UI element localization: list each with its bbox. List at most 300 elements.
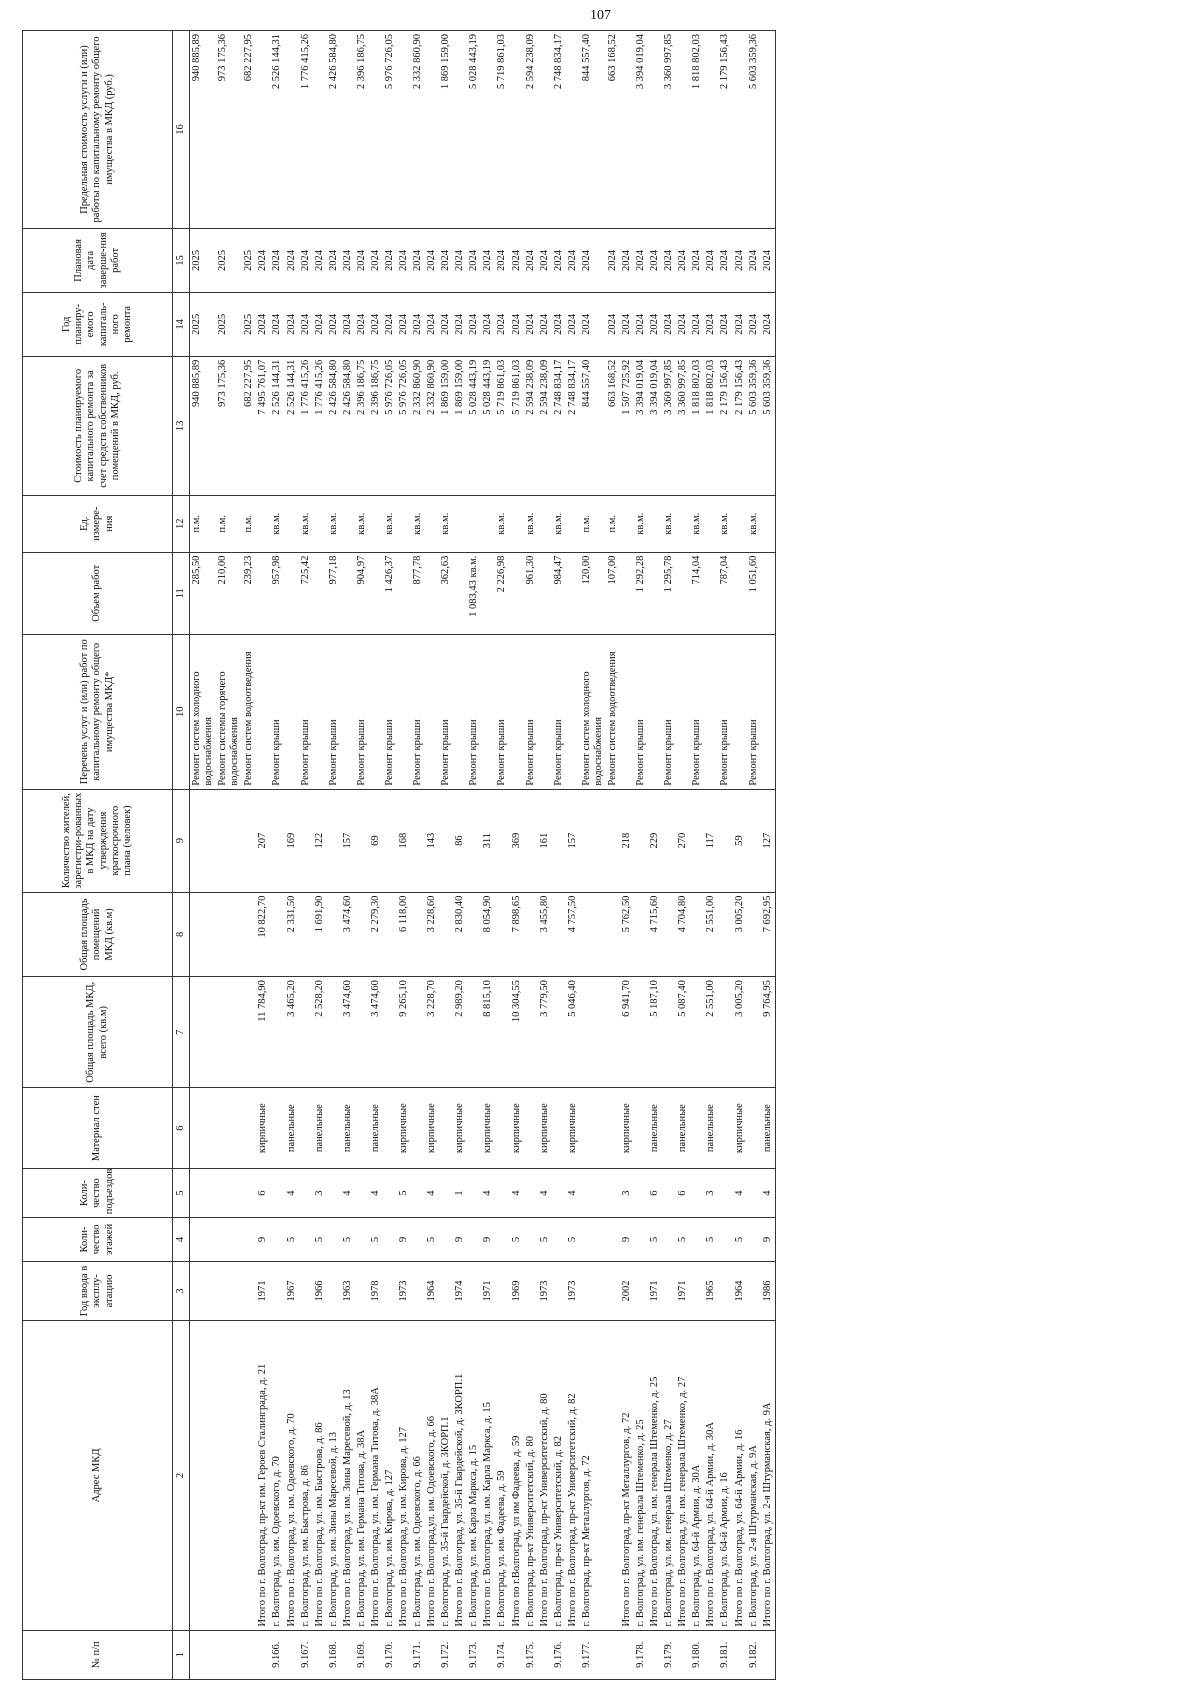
- cost-cell: 1 776 415,26: [313, 356, 327, 495]
- total-area-cell: 11 784,90: [256, 977, 270, 1088]
- unit-cell: [313, 495, 327, 552]
- premises-area-cell: 8 054,90: [481, 892, 495, 977]
- completion-year-cell: 2024: [467, 228, 481, 292]
- address-cell: [242, 1321, 256, 1630]
- floors-cell: [634, 1218, 648, 1261]
- floors-cell: 5: [341, 1218, 355, 1261]
- cost-cell: 2 396 186,75: [369, 356, 383, 495]
- floors-cell: 5: [425, 1218, 439, 1261]
- entrances-cell: 6: [648, 1168, 662, 1217]
- table-row: [313, 31, 327, 1680]
- table-row: [704, 31, 718, 1680]
- row-number-cell: [510, 1630, 524, 1679]
- floors-cell: [690, 1218, 704, 1261]
- wall-material-cell: панельные: [341, 1088, 355, 1168]
- residents-cell: [747, 789, 761, 892]
- total-area-cell: 2 989,20: [453, 977, 467, 1088]
- floors-cell: 9: [453, 1218, 467, 1261]
- work-type-cell: Ремонт крыши: [383, 635, 397, 790]
- total-area-cell: [299, 977, 313, 1088]
- wall-material-cell: [467, 1088, 481, 1168]
- table-row: [676, 31, 690, 1680]
- premises-area-cell: 3 474,60: [341, 892, 355, 977]
- header-cell: Плановая дата заверше-ния работ: [23, 228, 173, 292]
- max-cost-cell: 5 028 443,19: [467, 31, 481, 229]
- cost-cell: 844 557,40: [580, 356, 606, 495]
- address-cell: [606, 1321, 620, 1630]
- row-number-cell: [341, 1630, 355, 1679]
- entrances-cell: [580, 1168, 606, 1217]
- row-number-cell: 9.174.: [495, 1630, 509, 1679]
- residents-cell: [467, 789, 481, 892]
- total-area-cell: 5 087,40: [676, 977, 690, 1088]
- total-area-cell: 3 465,20: [285, 977, 299, 1088]
- work-type-cell: [397, 635, 411, 790]
- cost-cell: 2 179 156,43: [733, 356, 747, 495]
- completion-year-cell: 2024: [761, 228, 776, 292]
- cost-cell: 5 976 726,05: [383, 356, 397, 495]
- residents-cell: 122: [313, 789, 327, 892]
- wall-material-cell: кирпичные: [566, 1088, 580, 1168]
- table-row: [411, 31, 425, 1680]
- residents-cell: 270: [676, 789, 690, 892]
- work-volume-cell: [620, 552, 634, 634]
- work-volume-cell: [453, 552, 467, 634]
- table-row: [242, 31, 256, 1680]
- residents-cell: 127: [761, 789, 776, 892]
- residents-cell: [383, 789, 397, 892]
- row-number-cell: [704, 1630, 718, 1679]
- repair-year-cell: 2024: [606, 292, 620, 356]
- work-type-cell: [566, 635, 580, 790]
- max-cost-cell: 2 179 156,43: [718, 31, 732, 229]
- address-cell: г. Волгоград, ул. им. Быстрова, д. 86: [299, 1321, 313, 1630]
- wall-material-cell: [524, 1088, 538, 1168]
- max-cost-cell: [704, 31, 718, 229]
- work-volume-cell: 961,30: [524, 552, 538, 634]
- premises-area-cell: [383, 892, 397, 977]
- address-cell: Итого по г. Волгоград, ул. 64-й Армии, д. 30А: [704, 1321, 718, 1630]
- year-built-cell: 1969: [510, 1261, 524, 1321]
- floors-cell: [606, 1218, 620, 1261]
- premises-area-cell: [242, 892, 256, 977]
- row-number-cell: 9.177.: [580, 1630, 606, 1679]
- floors-cell: 5: [313, 1218, 327, 1261]
- work-volume-cell: [510, 552, 524, 634]
- premises-area-cell: [718, 892, 732, 977]
- year-built-cell: [383, 1261, 397, 1321]
- max-cost-cell: [566, 31, 580, 229]
- floors-cell: [439, 1218, 453, 1261]
- entrances-cell: [411, 1168, 425, 1217]
- total-area-cell: [747, 977, 761, 1088]
- table-row: [256, 31, 270, 1680]
- work-type-cell: Ремонт систем холодного водоснабжения: [580, 635, 606, 790]
- year-built-cell: 1964: [425, 1261, 439, 1321]
- floors-cell: [524, 1218, 538, 1261]
- wall-material-cell: [242, 1088, 256, 1168]
- repair-year-cell: 2024: [552, 292, 566, 356]
- completion-year-cell: 2024: [355, 228, 369, 292]
- work-volume-cell: 877,78: [411, 552, 425, 634]
- address-cell: Итого по г. Волгоград, ул. им. генерала Штеменко, д. 25: [648, 1321, 662, 1630]
- row-number-cell: 9.180.: [690, 1630, 704, 1679]
- entrances-cell: [718, 1168, 732, 1217]
- repair-year-cell: 2024: [270, 292, 284, 356]
- row-number-cell: [481, 1630, 495, 1679]
- completion-year-cell: 2024: [285, 228, 299, 292]
- max-cost-cell: 3 360 997,85: [662, 31, 676, 229]
- max-cost-cell: 5 603 359,36: [747, 31, 761, 229]
- total-area-cell: 9 764,95: [761, 977, 776, 1088]
- work-volume-cell: 904,97: [355, 552, 369, 634]
- address-cell: Итого по г. Волгоград, ул. им. Зины Маресевой, д. 13: [341, 1321, 355, 1630]
- max-cost-cell: [369, 31, 383, 229]
- residents-cell: 207: [256, 789, 270, 892]
- residents-cell: [355, 789, 369, 892]
- unit-cell: [481, 495, 495, 552]
- cost-cell: 2 426 584,80: [327, 356, 341, 495]
- repair-year-cell: 2024: [648, 292, 662, 356]
- entrances-cell: [690, 1168, 704, 1217]
- residents-cell: [216, 789, 242, 892]
- entrances-cell: [467, 1168, 481, 1217]
- cost-cell: 1 776 415,26: [299, 356, 313, 495]
- row-number-cell: [566, 1630, 580, 1679]
- completion-year-cell: 2024: [648, 228, 662, 292]
- cost-cell: 973 175,36: [216, 356, 242, 495]
- work-volume-cell: [648, 552, 662, 634]
- floors-cell: [552, 1218, 566, 1261]
- floors-cell: 5: [676, 1218, 690, 1261]
- entrances-cell: [327, 1168, 341, 1217]
- floors-cell: 5: [285, 1218, 299, 1261]
- residents-cell: [439, 789, 453, 892]
- entrances-cell: 4: [510, 1168, 524, 1217]
- work-type-cell: [313, 635, 327, 790]
- header-cell: Коли-чество этажей: [23, 1218, 173, 1261]
- wall-material-cell: [718, 1088, 732, 1168]
- year-built-cell: [662, 1261, 676, 1321]
- wall-material-cell: [299, 1088, 313, 1168]
- unit-cell: [704, 495, 718, 552]
- entrances-cell: [190, 1168, 217, 1217]
- premises-area-cell: 5 762,50: [620, 892, 634, 977]
- row-number-cell: [397, 1630, 411, 1679]
- work-volume-cell: 1 295,78: [662, 552, 676, 634]
- entrances-cell: [355, 1168, 369, 1217]
- work-volume-cell: 787,04: [718, 552, 732, 634]
- work-type-cell: [425, 635, 439, 790]
- wall-material-cell: кирпичные: [620, 1088, 634, 1168]
- premises-area-cell: 7 692,95: [761, 892, 776, 977]
- premises-area-cell: [439, 892, 453, 977]
- total-area-cell: 3 474,60: [341, 977, 355, 1088]
- entrances-cell: 4: [369, 1168, 383, 1217]
- table-row: [190, 31, 217, 1680]
- table-row: [538, 31, 552, 1680]
- repair-year-cell: 2024: [481, 292, 495, 356]
- column-number: 5: [173, 1168, 190, 1217]
- completion-year-cell: 2024: [538, 228, 552, 292]
- wall-material-cell: панельные: [761, 1088, 776, 1168]
- work-volume-cell: [733, 552, 747, 634]
- address-cell: г. Волгоград, ул. 35-й Гвардейской, д. 3КОРП.1: [439, 1321, 453, 1630]
- row-number-cell: 9.170.: [383, 1630, 397, 1679]
- cost-cell: 1 869 159,00: [439, 356, 453, 495]
- row-number-cell: 9.169.: [355, 1630, 369, 1679]
- completion-year-cell: 2024: [620, 228, 634, 292]
- premises-area-cell: [299, 892, 313, 977]
- wall-material-cell: [580, 1088, 606, 1168]
- total-area-cell: [552, 977, 566, 1088]
- repair-year-cell: 2024: [761, 292, 776, 356]
- work-type-cell: [648, 635, 662, 790]
- repair-year-cell: 2024: [355, 292, 369, 356]
- work-volume-cell: 210,00: [216, 552, 242, 634]
- unit-cell: кв.м.: [383, 495, 397, 552]
- premises-area-cell: 4 757,50: [566, 892, 580, 977]
- table-row: [606, 31, 620, 1680]
- max-cost-cell: 663 168,52: [606, 31, 620, 229]
- unit-cell: [256, 495, 270, 552]
- repair-year-cell: 2024: [634, 292, 648, 356]
- residents-cell: [242, 789, 256, 892]
- premises-area-cell: [270, 892, 284, 977]
- max-cost-cell: 2 332 860,90: [411, 31, 425, 229]
- total-area-cell: 3 779,50: [538, 977, 552, 1088]
- table-row: [453, 31, 467, 1680]
- entrances-cell: [552, 1168, 566, 1217]
- unit-cell: кв.м.: [495, 495, 509, 552]
- table-body: [190, 31, 776, 1680]
- premises-area-cell: 7 898,65: [510, 892, 524, 977]
- floors-cell: [327, 1218, 341, 1261]
- year-built-cell: [606, 1261, 620, 1321]
- completion-year-cell: 2024: [580, 228, 606, 292]
- max-cost-cell: [538, 31, 552, 229]
- unit-cell: кв.м.: [439, 495, 453, 552]
- row-number-cell: 9.172.: [439, 1630, 453, 1679]
- cost-cell: 2 594 238,09: [524, 356, 538, 495]
- table-row: [481, 31, 495, 1680]
- entrances-cell: [270, 1168, 284, 1217]
- completion-year-cell: 2024: [733, 228, 747, 292]
- entrances-cell: 6: [256, 1168, 270, 1217]
- table-row: [369, 31, 383, 1680]
- table-row: [552, 31, 566, 1680]
- max-cost-cell: [313, 31, 327, 229]
- floors-cell: 5: [369, 1218, 383, 1261]
- repair-year-cell: 2024: [662, 292, 676, 356]
- work-type-cell: Ремонт крыши: [690, 635, 704, 790]
- table-row: [397, 31, 411, 1680]
- work-type-cell: [704, 635, 718, 790]
- address-cell: Итого по г. Волгоград, ул. им. Карла Маркса, д. 15: [481, 1321, 495, 1630]
- work-volume-cell: [285, 552, 299, 634]
- table-row: [510, 31, 524, 1680]
- cost-cell: 2 396 186,75: [355, 356, 369, 495]
- cost-cell: 3 360 997,85: [662, 356, 676, 495]
- premises-area-cell: 2 279,30: [369, 892, 383, 977]
- premises-area-cell: [662, 892, 676, 977]
- completion-year-cell: 2024: [747, 228, 761, 292]
- wall-material-cell: [690, 1088, 704, 1168]
- total-area-cell: [690, 977, 704, 1088]
- address-cell: Итого по г. Волгоград, ул. 2-я Штурманская, д. 9А: [761, 1321, 776, 1630]
- premises-area-cell: 10 822,70: [256, 892, 270, 977]
- year-built-cell: 1964: [733, 1261, 747, 1321]
- year-built-cell: [524, 1261, 538, 1321]
- cost-cell: 2 426 584,80: [341, 356, 355, 495]
- column-number: 11: [173, 552, 190, 634]
- unit-cell: п.м.: [580, 495, 606, 552]
- row-number-cell: 9.175.: [524, 1630, 538, 1679]
- total-area-cell: [718, 977, 732, 1088]
- repair-year-cell: 2024: [313, 292, 327, 356]
- total-area-cell: 8 815,10: [481, 977, 495, 1088]
- address-cell: г. Волгоград, ул. 64-й Армии, д. 30А: [690, 1321, 704, 1630]
- residents-cell: [270, 789, 284, 892]
- residents-cell: 161: [538, 789, 552, 892]
- completion-year-cell: 2024: [383, 228, 397, 292]
- premises-area-cell: 4 715,60: [648, 892, 662, 977]
- work-type-cell: Ремонт крыши: [552, 635, 566, 790]
- floors-cell: [190, 1218, 217, 1261]
- max-cost-cell: [397, 31, 411, 229]
- residents-cell: 157: [341, 789, 355, 892]
- year-built-cell: 1971: [481, 1261, 495, 1321]
- residents-cell: [524, 789, 538, 892]
- wall-material-cell: кирпичные: [397, 1088, 411, 1168]
- table-row: [566, 31, 580, 1680]
- residents-cell: 143: [425, 789, 439, 892]
- row-number-cell: [733, 1630, 747, 1679]
- work-type-cell: Ремонт крыши: [718, 635, 732, 790]
- year-built-cell: 1973: [397, 1261, 411, 1321]
- year-built-cell: [411, 1261, 425, 1321]
- header-cell: Коли-чество подъездов: [23, 1168, 173, 1217]
- table-row: [620, 31, 634, 1680]
- address-cell: Итого по г. Волгоград, пр-кт им. Героев Сталинграда, д. 21: [256, 1321, 270, 1630]
- floors-cell: [580, 1218, 606, 1261]
- work-volume-cell: 977,18: [327, 552, 341, 634]
- year-built-cell: [439, 1261, 453, 1321]
- column-number: 7: [173, 977, 190, 1088]
- year-built-cell: [718, 1261, 732, 1321]
- entrances-cell: 3: [620, 1168, 634, 1217]
- max-cost-cell: 1 818 802,03: [690, 31, 704, 229]
- max-cost-cell: 1 776 415,26: [299, 31, 313, 229]
- unit-cell: [453, 495, 467, 552]
- wall-material-cell: [439, 1088, 453, 1168]
- year-built-cell: 1978: [369, 1261, 383, 1321]
- entrances-cell: 1: [453, 1168, 467, 1217]
- repair-year-cell: 2024: [425, 292, 439, 356]
- work-volume-cell: 984,47: [552, 552, 566, 634]
- unit-cell: [467, 495, 481, 552]
- unit-cell: кв.м.: [327, 495, 341, 552]
- premises-area-cell: [411, 892, 425, 977]
- floors-cell: [467, 1218, 481, 1261]
- unit-cell: [510, 495, 524, 552]
- row-number-cell: [369, 1630, 383, 1679]
- entrances-cell: 4: [285, 1168, 299, 1217]
- completion-year-cell: 2024: [718, 228, 732, 292]
- cost-cell: 3 360 997,85: [676, 356, 690, 495]
- year-built-cell: 1971: [256, 1261, 270, 1321]
- header-cell: Стоимость планируемого капитального ремонта за счет средств собственников помещений в МКД, руб.: [23, 356, 173, 495]
- residents-cell: 229: [648, 789, 662, 892]
- wall-material-cell: [383, 1088, 397, 1168]
- address-cell: Итого по г. Волгоград, ул. им. Быстрова, д. 86: [313, 1321, 327, 1630]
- residents-cell: 369: [510, 789, 524, 892]
- floors-cell: 9: [256, 1218, 270, 1261]
- premises-area-cell: [690, 892, 704, 977]
- work-type-cell: Ремонт крыши: [467, 635, 481, 790]
- cost-cell: 3 394 019,04: [648, 356, 662, 495]
- floors-cell: [495, 1218, 509, 1261]
- residents-cell: 218: [620, 789, 634, 892]
- header-cell: Ед. измере-ния: [23, 495, 173, 552]
- cost-cell: 2 526 144,31: [285, 356, 299, 495]
- unit-cell: кв.м.: [299, 495, 313, 552]
- residents-cell: 169: [285, 789, 299, 892]
- work-type-cell: Ремонт системы горячего водоснабжения: [216, 635, 242, 790]
- address-cell: Итого по г. Волгоград,ул. им. Одоевского, д. 66: [425, 1321, 439, 1630]
- unit-cell: [733, 495, 747, 552]
- premises-area-cell: [606, 892, 620, 977]
- work-volume-cell: [256, 552, 270, 634]
- residents-cell: [718, 789, 732, 892]
- wall-material-cell: [190, 1088, 217, 1168]
- repair-year-cell: 2024: [524, 292, 538, 356]
- unit-cell: кв.м.: [634, 495, 648, 552]
- floors-cell: 9: [761, 1218, 776, 1261]
- residents-cell: 311: [481, 789, 495, 892]
- year-built-cell: 1986: [761, 1261, 776, 1321]
- max-cost-cell: 2 396 186,75: [355, 31, 369, 229]
- row-number-cell: [190, 1630, 217, 1679]
- row-number-cell: 9.182.: [747, 1630, 761, 1679]
- cost-cell: 2 179 156,43: [718, 356, 732, 495]
- premises-area-cell: [355, 892, 369, 977]
- floors-cell: 5: [704, 1218, 718, 1261]
- completion-year-cell: 2024: [453, 228, 467, 292]
- total-area-cell: [216, 977, 242, 1088]
- repair-year-cell: 2024: [383, 292, 397, 356]
- column-number: 15: [173, 228, 190, 292]
- repair-year-cell: 2024: [369, 292, 383, 356]
- completion-year-cell: 2024: [495, 228, 509, 292]
- entrances-cell: [662, 1168, 676, 1217]
- work-type-cell: Ремонт крыши: [299, 635, 313, 790]
- residents-cell: [190, 789, 217, 892]
- repair-year-cell: 2024: [256, 292, 270, 356]
- completion-year-cell: 2024: [566, 228, 580, 292]
- max-cost-cell: [256, 31, 270, 229]
- column-number: 4: [173, 1218, 190, 1261]
- page-number: 107: [590, 8, 611, 23]
- table-row: [383, 31, 397, 1680]
- year-built-cell: 1971: [676, 1261, 690, 1321]
- repair-year-cell: 2024: [676, 292, 690, 356]
- unit-cell: п.м.: [242, 495, 256, 552]
- repair-year-cell: 2024: [453, 292, 467, 356]
- year-built-cell: 1974: [453, 1261, 467, 1321]
- unit-cell: [538, 495, 552, 552]
- max-cost-cell: [453, 31, 467, 229]
